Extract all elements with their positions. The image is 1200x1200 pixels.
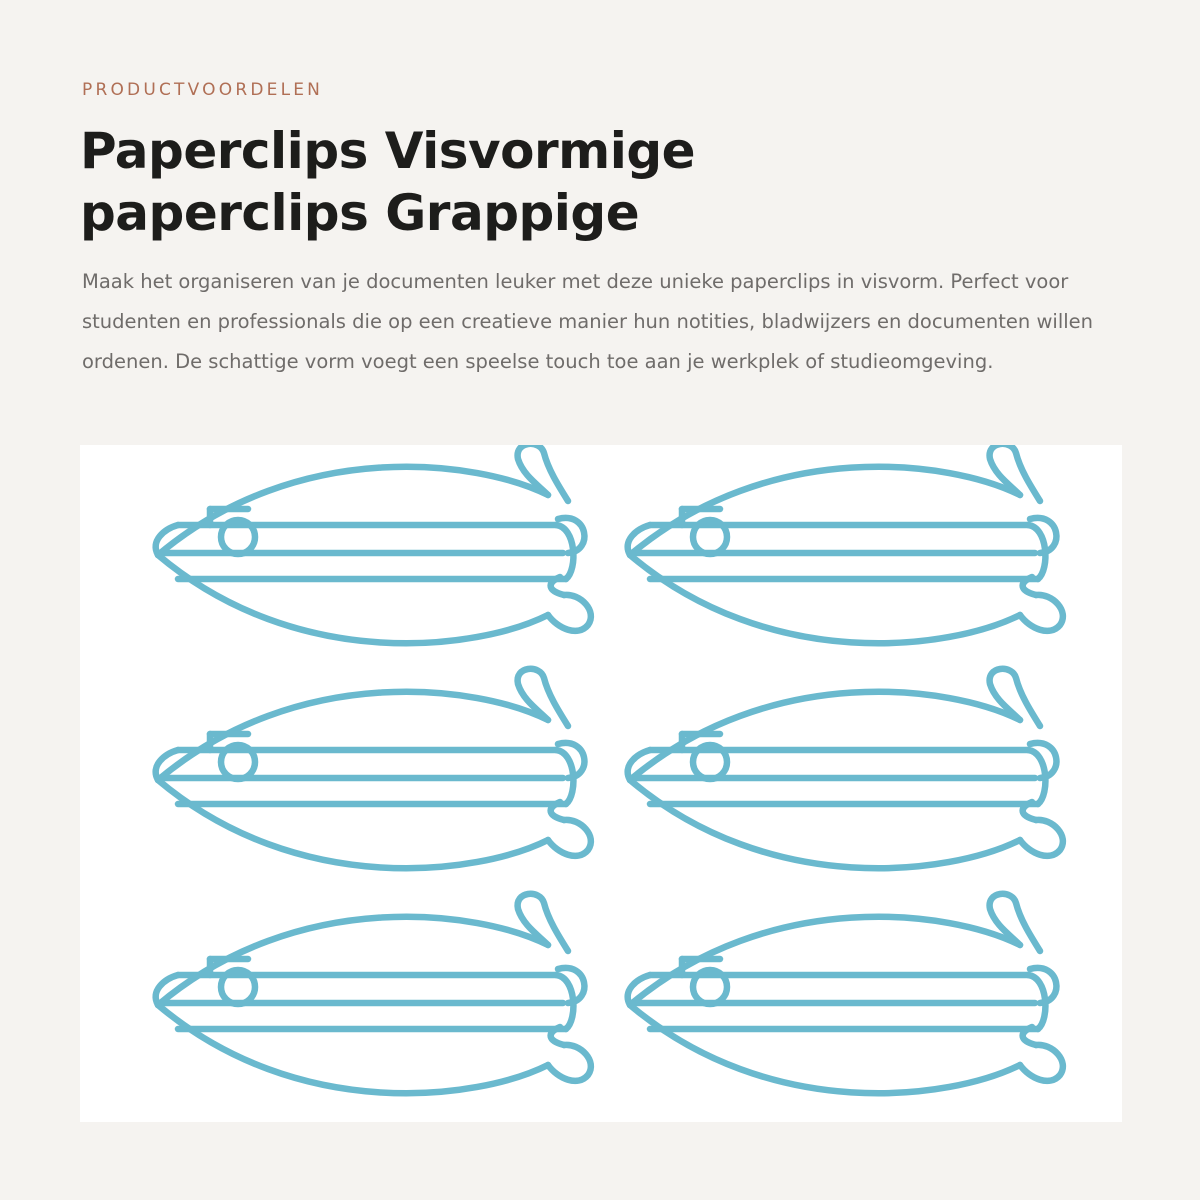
fish-paperclip [628,445,1063,643]
fish-paperclip [156,445,591,643]
fish-paperclip [156,894,591,1093]
product-image [80,445,1122,1122]
section-eyebrow: PRODUCTVOORDELEN [82,80,324,100]
product-description: Maak het organiseren van je documenten leuker met deze unieke paperclips in visvorm. Perfect voor studenten en professionals die op een creatieve manier hun notities, bladwijzers en documenten willen ordenen. De schattige vorm voegt een speelse touch toe aan je werkplek of studieomgeving. [82,270,1094,373]
fish-paperclip [628,894,1063,1093]
fish-paperclip [156,669,591,868]
fish-paperclip [628,669,1063,868]
product-title: Paperclips Visvormige paperclips Grappige [80,122,696,242]
